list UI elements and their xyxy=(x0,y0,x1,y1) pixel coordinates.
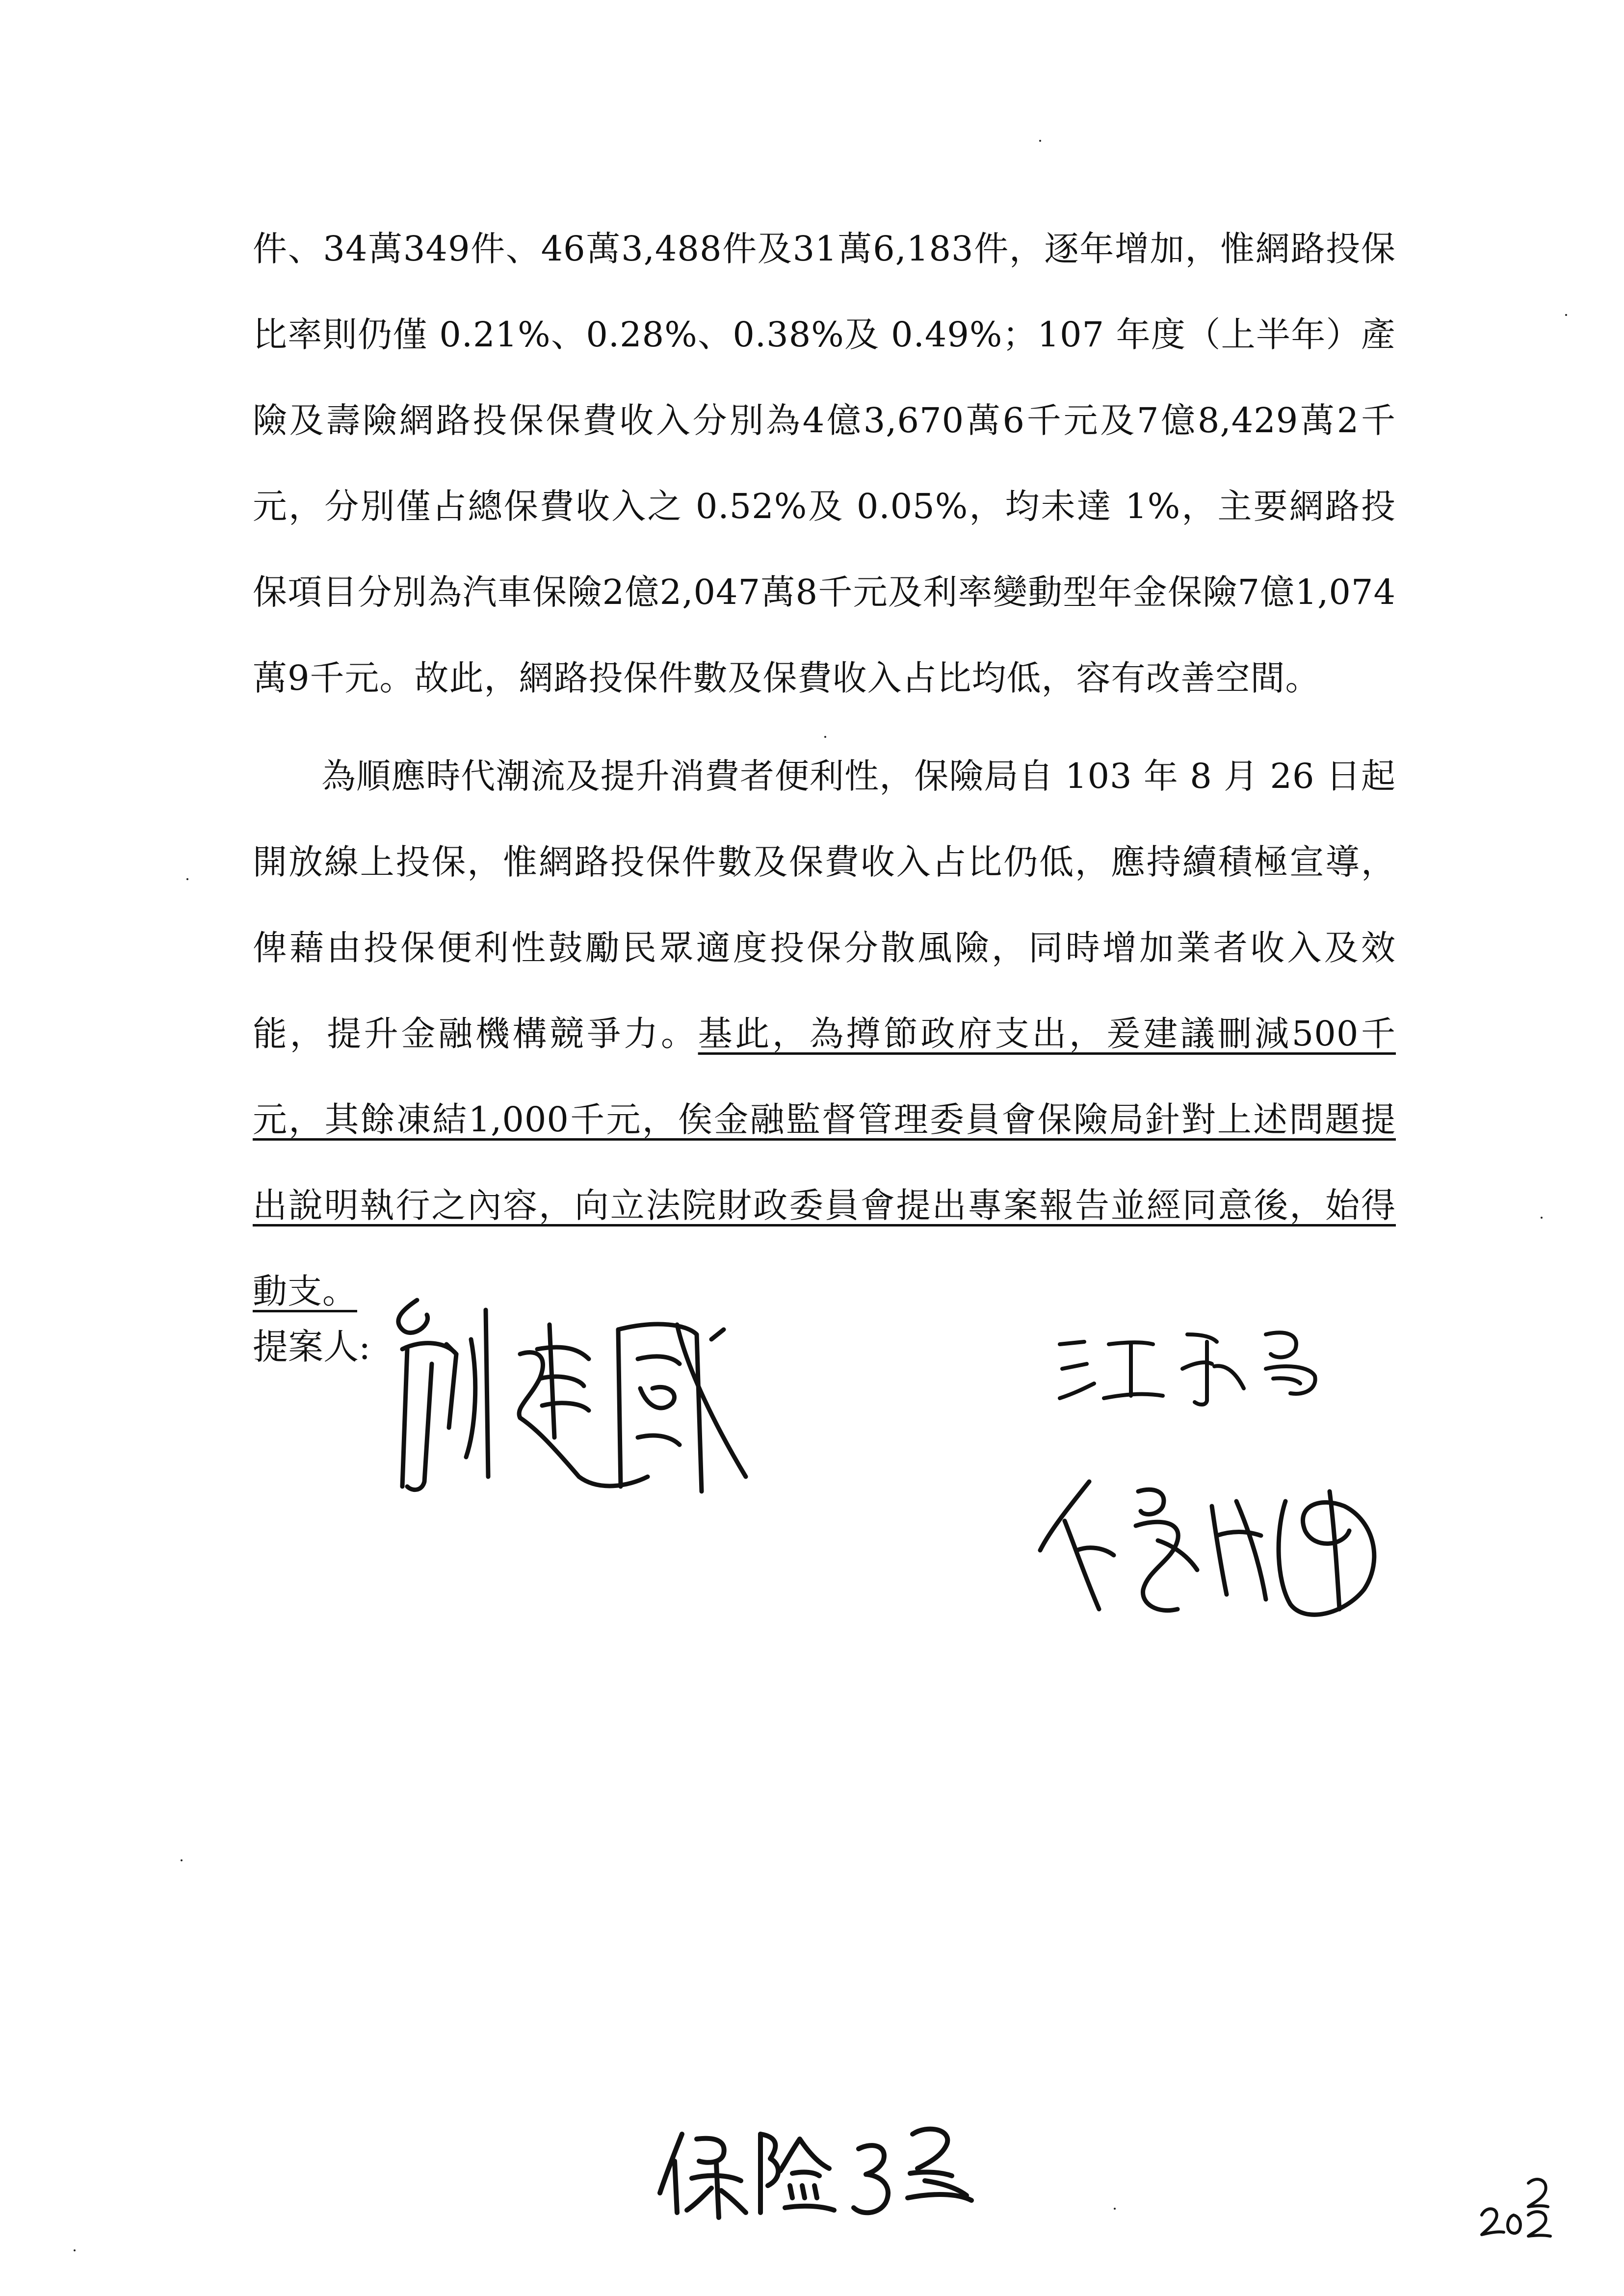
handwritten-note-insurance-32 xyxy=(653,2114,986,2222)
scan-speck xyxy=(186,878,188,880)
scan-speck xyxy=(74,2249,76,2251)
paragraph-2 xyxy=(253,733,1396,1334)
paragraph-1 xyxy=(253,206,1396,721)
paragraph-1-text: 件、34萬349件、46萬3,488件及31萬6,183件，逐年增加，惟網路投保比率則仍僅 0.21%、0.28%、0.38%及 0.49%；107 年度（上半年）產險及壽險網路投保保費收入分別為4億3,670萬6千元及7億8,429萬2千元，分別僅占總保費收入之 0.52%及 0.05%，均未達 1%，主要網路投保項目分別為汽車保險2億2,047萬8千元及利率變動型年金保險7億1,074萬9千元。故此，網路投保件數及保費收入占比均低，容有改善空間。 xyxy=(253,229,1396,698)
paragraph-2-lead-text: 為順應時代潮流及提升消費者便利性，保險局自 103 年 8 月 26 日起開放線上投保，惟網路投保件數及保費收入占比仍低，應持續積極宣導，俾藉由投保便利性鼓勵民眾適度投保分散風險，同時增加業者收入及效能，提升金融機構競爭力。 xyxy=(253,756,1396,1054)
page-number-handwritten xyxy=(1477,2168,1555,2242)
scan-speck xyxy=(1565,314,1567,316)
scan-speck xyxy=(1039,140,1041,142)
scan-speck xyxy=(824,736,826,738)
scan-speck xyxy=(181,1859,183,1861)
paragraph-2-underlined-text: 基此，為撙節政府支出，爰建議刪減500千元，其餘凍結1,000千元，俟金融監督管理委員會保險局針對上述問題提出說明執行之內容，向立法院財政委員會提出專案報告並經同意後，始得動支。 xyxy=(253,1014,1396,1311)
scan-speck xyxy=(1541,1217,1543,1219)
signature-chiang-yung-chang xyxy=(1050,1315,1354,1413)
signature-liu-chien-kuo xyxy=(373,1280,775,1506)
scan-speck xyxy=(1114,2208,1116,2210)
signature-third-cosigner xyxy=(1030,1462,1403,1629)
proposer-label: 提案人: xyxy=(253,1326,371,1367)
